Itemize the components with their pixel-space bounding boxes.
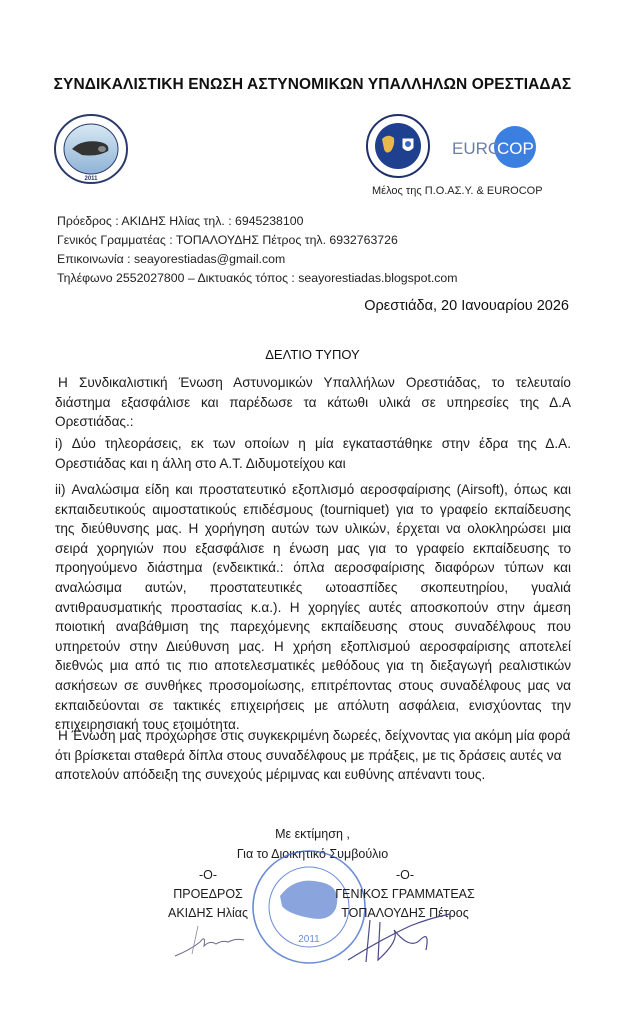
logo-year: 2011 [84,176,98,182]
contact-phone-website: Τηλέφωνο 2552027800 – Δικτυακός τόπος : seayorestiadas.blogspot.com [57,271,458,285]
secretary-dash: -O- [395,868,415,882]
secretary-title: ΓΕΝΙΚΟΣ ΓΡΑΜΜΑΤΕΑΣ [335,887,475,901]
eurocop-icon [448,124,538,170]
secretary-name: ΤΟΠΑΛΟΥΔΗΣ Πέτρος [341,906,469,920]
handwritten-signature-icon [340,910,460,970]
stamp-year: 2011 [298,934,320,945]
contact-email: Επικοινωνία : seayorestiadas@gmail.com [57,252,286,266]
paragraph-closing: Η Ένωση μας προχώρησε στις συγκεκριμένη δωρεές, δείχνοντας για ακόμη μία φορά ότι βρίσκεται σταθερά δίπλα στους συναδέλφους με πράξεις, με τις δράσεις αυτές να αποτελούν απόδειξη της συνεχούς μέριμνας και ευθύνης απέναντι τους. [55,728,571,783]
paragraph-item-2: ii) Αναλώσιμα είδη και προστατευτικό εξοπλισμό αεροσφαίρισης (Airsoft), όπως και εκπαιδευτικούς αιμοστατικούς επιδέσμους (tourniquet) για το γραφείο εκπαίδευσης της διεύθυνσης μας. Η χορήγηση αυτών των υλικών, έρχεται να ολοκληρώσει μια σειρά χορηγιών που εξασφάλισε η ένωση μας για το γραφείο εκπαίδευσης το προηγούμενο διάστημα (ενδεικτικά.: όπλα αεροσφαίρισης διαφόρων τύπων και αναλώσιμα αυτών, προστατευτικές ωτοασπίδες σκοπευτηρίου, γυαλιά αντιθραυσματικής προστασίας κ.α.). Η χορηγίες αυτές αποσκοπούν στην άμεση ποιοτική αναβάθμιση της παρεχόμενης εκπαίδευσης στους συναδέλφους που υπηρετούν στην Διεύθυνση μας. Η χρήση εξοπλισμού αεροσφαίρισης αποτελεί διεθνώς μια από τις πιο αποτελεσματικές μεθόδους για τη διεξαγωγή ρεαλιστικών ασκήσεων σε συνθήκες προσομοίωσης, επιτρέποντας στους συναδέλφους μας να εκπαιδεύονται σε τακτικές επιχειρήσεις με απόλυτη ασφάλεια, ενισχύοντας την επιχειρησιακή τους ετοιμότητα. [55,482,571,733]
poasy-logo [364,113,432,179]
greece-map-shield-emblem-icon [364,113,432,179]
eurocop-logo [448,124,538,170]
secretary-signature [340,910,460,970]
board-line: Για το Διοικητικό Συμβούλιο [236,847,389,861]
document-date: Ορεστιάδα, 20 Ιανουαρίου 2026 [364,298,569,314]
eurocop-text-right: COP [497,139,534,158]
closing-regards: Με εκτίμηση , [275,827,350,841]
president-title: ΠΡΟΕΔΡΟΣ [173,887,243,901]
president-name: ΑΚΙΔΗΣ Ηλίας [167,906,249,920]
paragraph-item-1: i) Δύο τηλεοράσεις, εκ των οποίων η μία εγκαταστάθηκε στην έδρα της Δ.Α. Ορεστιάδας και η άλλη στο Α.Τ. Διδυμοτείχου και [55,436,571,471]
contact-secretary: Γενικός Γραμματέας : ΤΟΠΑΛΟΥΔΗΣ Πέτρος τηλ. 6932763726 [57,233,398,247]
membership-line: Μέλος της Π.Ο.ΑΣ.Υ. & EUROCOP [372,185,543,197]
press-release-heading: ΔΕΛΤΙΟ ΤΥΠΟΥ [265,347,360,362]
organization-title: ΣΥΝΔΙΚΑΛΙΣΤΙΚΗ ΕΝΩΣΗ ΑΣΤΥΝΟΜΙΚΩΝ ΥΠΑΛΛΗΛΩΝ ΟΡΕΣΤΙΑΔΑΣ [53,76,572,93]
contact-president: Πρόεδρος : ΑΚΙΔΗΣ Ηλίας τηλ. : 6945238100 [57,214,304,228]
police-cap-emblem-icon [52,113,130,185]
eurocop-text-left: EURO [452,139,502,158]
handwritten-signature-icon [170,920,250,962]
president-signature [170,920,250,962]
paragraph-intro: Η Συνδικαλιστική Ένωση Αστυνομικών Υπαλλήλων Ορεστιάδας, το τελευταίο διάστημα εξασφάλισε και παρέδωσε τα κάτωθι υλικά σε υπηρεσίες της Δ.Α Ορεστιάδας.: [55,375,571,430]
president-dash: -O- [198,868,218,882]
union-logo [52,113,130,185]
